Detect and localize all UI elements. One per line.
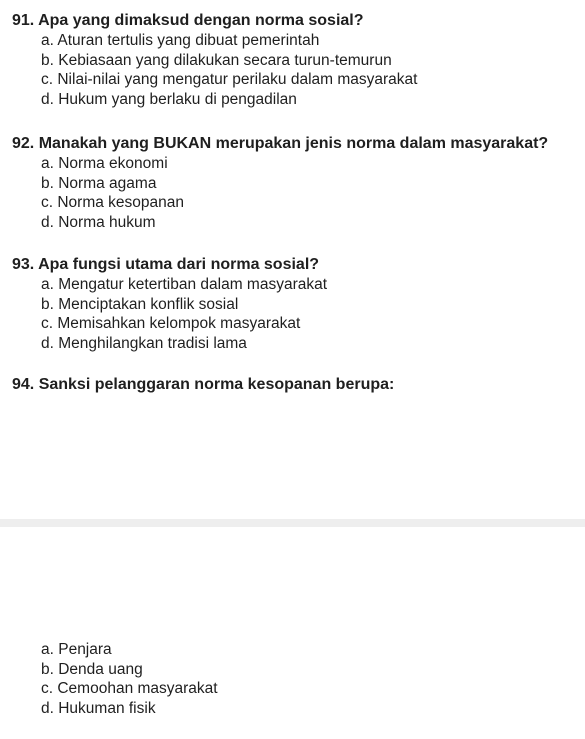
option-c[interactable]: c. Cemoohan masyarakat xyxy=(41,680,218,697)
question-title: 93. Apa fungsi utama dari norma sosial? xyxy=(12,256,320,273)
option-d[interactable]: d. Menghilangkan tradisi lama xyxy=(41,334,247,352)
option-a[interactable]: a. Aturan tertulis yang dibuat pemerintah xyxy=(41,32,320,49)
option-b[interactable]: b. Norma agama xyxy=(41,174,157,192)
option-a[interactable]: a. Mengatur ketertiban dalam masyarakat xyxy=(41,276,328,293)
option-a[interactable]: a. Penjara xyxy=(41,641,112,658)
option-list xyxy=(0,154,536,232)
option-c[interactable]: c. Norma kesopanan xyxy=(41,194,185,211)
option-b[interactable]: b. Menciptakan konflik sosial xyxy=(41,295,239,313)
question-93 xyxy=(0,255,328,353)
option-list xyxy=(0,31,418,109)
section-divider xyxy=(0,519,585,527)
option-c[interactable]: c. Nilai-nilai yang mengatur perilaku dalam masyarakat xyxy=(41,71,418,88)
option-c[interactable]: c. Memisahkan kelompok masyarakat xyxy=(41,315,301,332)
question-94 xyxy=(0,375,395,395)
question-title: 94. Sanksi pelanggaran norma kesopanan berupa: xyxy=(12,376,395,393)
option-d[interactable]: d. Hukum yang berlaku di pengadilan xyxy=(41,90,297,108)
question-title: 92. Manakah yang BUKAN merupakan jenis norma dalam masyarakat? xyxy=(12,135,549,152)
option-d[interactable]: d. Hukuman fisik xyxy=(41,699,156,717)
option-list-94 xyxy=(0,640,218,718)
question-91 xyxy=(0,11,418,109)
option-a[interactable]: a. Norma ekonomi xyxy=(41,155,168,172)
question-title: 91. Apa yang dimaksud dengan norma sosial? xyxy=(12,12,364,29)
question-92 xyxy=(0,134,549,232)
option-d[interactable]: d. Norma hukum xyxy=(41,213,156,231)
option-list xyxy=(0,275,328,353)
option-b[interactable]: b. Kebiasaan yang dilakukan secara turun-temurun xyxy=(41,51,392,69)
option-b[interactable]: b. Denda uang xyxy=(41,660,143,678)
